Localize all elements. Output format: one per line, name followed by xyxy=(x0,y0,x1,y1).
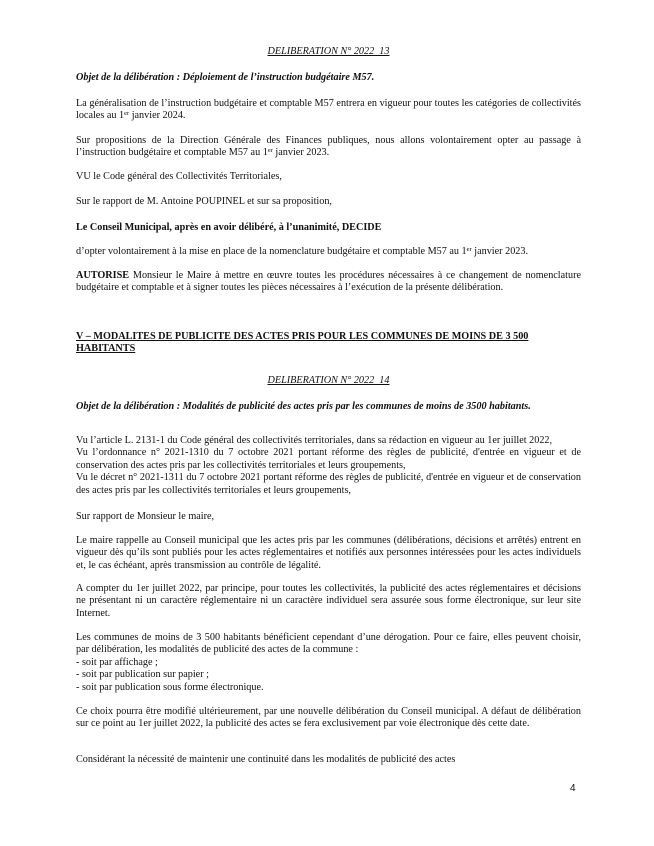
objet-label: Objet de la délibération : xyxy=(76,72,181,83)
objet-label: Objet de la délibération : xyxy=(76,401,181,412)
paragraph-rapport: Sur le rapport de M. Antoine POUPINEL et sur sa proposition, xyxy=(76,196,332,207)
paragraph-choix: Ce choix pourra être modifié ultérieurement, par une nouvelle délibération du Conseil municipal. A défaut de délibération sur ce point au 1er juillet 2022, la publicité des actes se fera exclusivement par voie électronique dès cette date. xyxy=(76,706,581,730)
paragraph-text: janvier 2023. xyxy=(272,147,330,159)
paragraph-text: La généralisation de l’instruction budgétaire et comptable M57 entrera en vigueur pour toutes les catégories de collectivités locales au 1 xyxy=(76,98,581,122)
deliberation-14-objet xyxy=(76,401,581,413)
vu-block xyxy=(76,435,581,497)
paragraph-sur-rapport: Sur rapport de Monsieur le maire, xyxy=(76,511,215,522)
superscript: er xyxy=(124,110,130,118)
paragraph-considerant: Considérant la nécessité de maintenir une continuité dans les modalités de publicité des actes xyxy=(76,754,456,765)
paragraph-text: Sur propositions de la Direction Générale des Finances publiques, nous allons volontairement opter au passage à l’instruction budgétaire et comptable M57 au 1 xyxy=(76,135,581,159)
paragraph-opter xyxy=(76,246,581,258)
options-list xyxy=(76,657,581,694)
paragraph-vu-article: Vu l’article L. 2131-1 du Code général des collectivités territoriales, dans sa rédaction en vigueur au 1er juillet 2022, xyxy=(76,435,553,446)
paragraph-text: janvier 2024. xyxy=(129,110,186,122)
autorise-text: Monsieur le Maire à mettre en œuvre toutes les procédures nécessaires à ce changement de nomenclature budgétaire et comptable et à signer toutes les pièces nécessaires à l’exécution de la présente délibération. xyxy=(76,270,581,294)
paragraph-conseil-decide: Le Conseil Municipal, après en avoir délibéré, à l’unanimité, DECIDE xyxy=(76,222,382,233)
autorise-label: AUTORISE xyxy=(76,270,130,281)
deliberation-13-title: DELIBERATION N° 2022_13 xyxy=(267,46,390,57)
objet-text: Modalités de publicité des actes pris par les communes de moins de 3500 habitants. xyxy=(182,401,531,412)
list-item: - soit par publication sous forme électronique. xyxy=(76,681,264,693)
deliberation-13-objet xyxy=(76,72,581,84)
paragraph-vu-ordonnance: Vu l’ordonnance n° 2021-1310 du 7 octobre 2021 portant réforme des règles de publicité, d'entrée en vigueur et de conservation des actes pris par les collectivités territoriales et leurs groupements, xyxy=(76,447,581,471)
paragraph-text: d’opter volontairement à la mise en place de la nomenclature budgétaire et comptable M57 au 1 xyxy=(76,246,467,257)
page-number: 4 xyxy=(570,783,576,794)
paragraph-text: janvier 2023. xyxy=(471,246,529,257)
paragraph-autorise xyxy=(76,270,581,295)
list-item: - soit par publication sur papier ; xyxy=(76,669,209,681)
paragraph-vu-code: VU le Code général des Collectivités Territoriales, xyxy=(76,171,282,182)
deliberation-14-title: DELIBERATION N° 2022_14 xyxy=(267,375,390,386)
section-heading: V – MODALITES DE PUBLICITE DES ACTES PRIS POUR LES COMMUNES DE MOINS DE 3 500 HABITANTS xyxy=(76,331,529,355)
paragraph-maire-rappelle: Le maire rappelle au Conseil municipal que les actes pris par les communes (délibérations, décisions et arrêtés) entrent en vigueur dès qu’ils sont publiés pour les actes réglementaires et notifiés aux personnes intéressées pour les actes individuels et, le cas échéant, après transmission au contrôle de légalité. xyxy=(76,535,581,571)
list-item: - soit par affichage ; xyxy=(76,657,158,668)
paragraph-propositions xyxy=(76,135,581,160)
paragraph-communes: Les communes de moins de 3 500 habitants bénéficient cependant d’une dérogation. Pour ce faire, elles peuvent choisir, par délibération, les modalités de publicité des actes de la commune : xyxy=(76,632,581,656)
superscript: er xyxy=(267,147,273,155)
paragraph-vu-decret: Vu le décret n° 2021-1311 du 7 octobre 2021 portant réforme des règles de publicité, d'entrée en vigueur et de conservation des actes pris par les collectivités territoriales et leurs groupements, xyxy=(76,472,581,496)
superscript: er xyxy=(466,246,472,253)
paragraph-generalisation xyxy=(76,98,581,123)
objet-text: Déploiement de l’instruction budgétaire M57. xyxy=(182,72,375,83)
paragraph-a-compter: A compter du 1er juillet 2022, par principe, pour toutes les collectivités, la publicité des actes réglementaires et décisions ne présentant ni un caractère réglementaire ni un caractère individuel sera assurée sous forme électronique, sur leur site Internet. xyxy=(76,583,581,619)
